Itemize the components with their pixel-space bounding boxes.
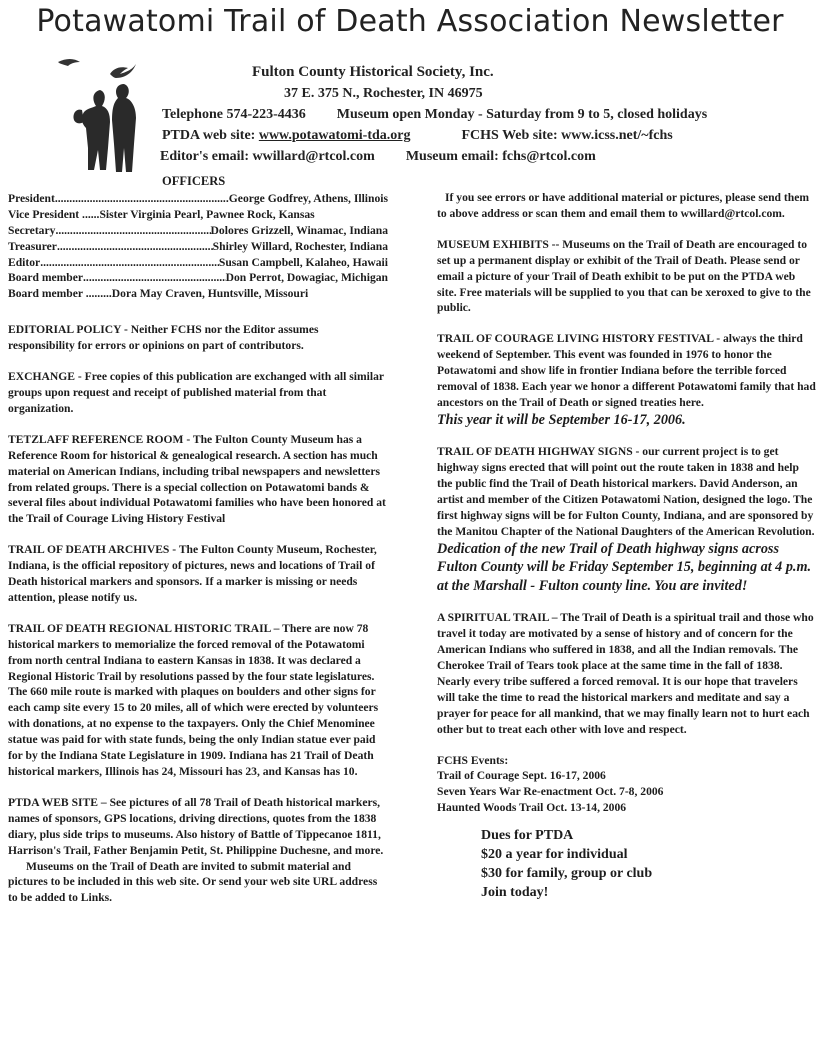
highway-signs-section — [437, 444, 817, 595]
officer-row: Treasurer ..... Shirley Willard, Rochester, Indiana — [8, 239, 388, 255]
phone-hours — [160, 104, 810, 125]
org-name: Fulton County Historical Society, Inc. — [252, 64, 494, 80]
museum-hours: Museum open Monday - Saturday from 9 to 5, closed holidays — [336, 107, 708, 122]
officer-row: Vice President ...... Sister Virginia Pearl, Pawnee Rock, Kansas — [8, 207, 315, 221]
highway-signs-text: TRAIL OF DEATH HIGHWAY SIGNS - our current project is to get highway signs erected that will point out the route taken in 1838 and help the public find the Trail of Death historical markers. David Anderson, an artist and member of the Citizen Potawatomi Nation, designed the logo. The first highway signs will be for Fulton County, Indiana, and are sponsored by the Manitou Chapter of the National Daughters of the American Revolution. — [437, 445, 815, 538]
fchs-events — [437, 753, 817, 817]
officer-row: Board member ..... Don Perrot, Dowagiac, Michigan — [8, 270, 388, 286]
museum-email: Museum email: fchs@rtcol.com — [405, 149, 596, 164]
officers-heading: OFFICERS — [162, 174, 226, 188]
dues-join: Join today! — [481, 885, 549, 901]
left-column — [8, 174, 388, 921]
phone: Telephone 574-223-4436 — [162, 107, 306, 122]
events-heading: FCHS Events: — [437, 753, 509, 767]
dues-individual: $20 a year for individual — [481, 847, 628, 863]
event-item: Trail of Courage Sept. 16-17, 2006 — [437, 769, 606, 783]
dues-box — [437, 826, 817, 902]
dues-heading: Dues for PTDA — [481, 828, 574, 844]
event-item: Seven Years War Re-enactment Oct. 7-8, 2006 — [437, 785, 664, 799]
tetzlaff-reference-room: TETZLAFF REFERENCE ROOM - The Fulton County Museum has a Reference Room for historical & genealogical research. A section has much material on American Indians, including tribal newspapers and newsletters from related groups. There is a special collection on Potawatomi bands & several files about individual Potawatomi families who have been honored at the Trail of Courage Living History Festival — [8, 432, 386, 526]
emails — [160, 146, 810, 167]
officers-list — [8, 191, 388, 302]
fchs-web-site: FCHS Web site: www.icss.net/~fchs — [461, 128, 673, 143]
right-column — [437, 190, 817, 902]
websites — [160, 125, 810, 146]
newsletter-title: Potawatomi Trail of Death Association Newsletter — [36, 4, 784, 39]
officer-row: Editor ..... Susan Campbell, Kalaheo, Hawaii — [8, 255, 388, 271]
ptda-web-label: PTDA web site: — [162, 128, 256, 143]
festival-section — [437, 331, 817, 429]
festival-date: This year it will be September 16-17, 2006. — [437, 411, 686, 428]
errors-note: If you see errors or have additional material or pictures, please send them to above address or scan them and email them to wwillard@rtcol.com. — [437, 191, 809, 220]
museum-exhibits: MUSEUM EXHIBITS -- Museums on the Trail of Death are encouraged to set up a permanent display or exhibit of the Trail of Death. Please send or email a picture of your Trail of Death exhibit to be put on the PTDA web site. Free materials will be supplied to you that can be xeroxed to give to the public. — [437, 237, 811, 315]
signs-dedication: Dedication of the new Trail of Death highway signs across Fulton County will be Friday September 15, beginning at 4 p.m. at the Marshall - Fulton county line. You are invited! — [437, 540, 812, 594]
event-item: Haunted Woods Trail Oct. 13-14, 2006 — [437, 801, 627, 815]
officer-row: Secretary ..... Dolores Grizzell, Winamac, Indiana — [8, 223, 388, 239]
spiritual-trail: A SPIRITUAL TRAIL – The Trail of Death is a spiritual trail and those who travel it today are motivated by a sense of history and of concern for the American Indians who suffered in 1838, and all the Indian removals. The Cherokee Trail of Tears took place at the same time in the fall of 1838. Nearly every tribe suffered a forced removal. It is our hope that travelers will take the time to read the historical markers and meditate and say a prayer for peace for all mankind, that we may finally learn not to hurt each other but to treat each other with love and respect. — [437, 611, 814, 736]
museums-invite: Museums on the Trail of Death are invited to submit material and pictures to be included in this web site. Or send your web site URL address to be added to Links. — [8, 859, 378, 905]
festival-text: TRAIL OF COURAGE LIVING HISTORY FESTIVAL - always the third weekend of September. This event was founded in 1976 to honor the Potawatomi and show life in frontier Indiana before the terrible forced removal of 1838. Each year we honor a different Potawatomi family that had ancestors on the Trail of Death or signed treaties here. — [437, 332, 816, 409]
regional-historic-trail: TRAIL OF DEATH REGIONAL HISTORIC TRAIL – There are now 78 historical markers to memorialize the forced removal of the Potawatomi from north central Indiana to eastern Kansas in 1838. It was declared a Regional Historic Trail by resolutions passed by the four state legislatures. The 660 mile route is marked with plaques on boulders and other signs for each camp site every 15 to 20 miles, all of which were erected by volunteers with donations, at no expense to the taxpayers. Only the Chief Menominee statue was paid for with state funds, being the only Indian statue ever paid for by the Indiana State Legislature in 1909. Indiana has 21 Trail of Death historical markers, Illinois has 24, Missouri has 23, and Kansas has 10. — [8, 621, 379, 778]
officer-row: President ..... George Godfrey, Athens, Illinois — [8, 191, 388, 207]
dues-family: $30 for family, group or club — [481, 866, 653, 882]
exchange-note: EXCHANGE - Free copies of this publication are exchanged with all similar groups upon request and receipt of published material from that organization. — [8, 370, 384, 415]
officer-row: Board member ......... Dora May Craven, Huntsville, Missouri — [8, 287, 309, 301]
contact-block — [160, 62, 810, 167]
ptda-web-site-section: PTDA WEB SITE – See pictures of all 78 Trail of Death historical markers, names of sponsors, GPS locations, driving directions, quotes from the 1838 diary, plus side trips to museums. Also history of Battle of Tippecanoe 1811, Harrison's Trail, Father Benjamin Petit, St. Philippine Duchesne, and more. — [8, 795, 384, 857]
address: 37 E. 375 N., Rochester, IN 46975 — [284, 86, 483, 101]
editorial-policy: EDITORIAL POLICY - Neither FCHS nor the Editor assumes responsibility for errors or opinions on part of contributors. — [8, 323, 319, 353]
trail-archives: TRAIL OF DEATH ARCHIVES - The Fulton County Museum, Rochester, Indiana, is the official repository of pictures, news and locations of Trail of Death historical markers and sponsors. If a marker is missing or needs attention, please notify us. — [8, 543, 377, 604]
potawatomi-family-logo — [48, 48, 158, 188]
editor-email: Editor's email: wwillard@rtcol.com — [160, 149, 375, 164]
ptda-web-link[interactable]: www.potawatomi-tda.org — [258, 128, 411, 143]
